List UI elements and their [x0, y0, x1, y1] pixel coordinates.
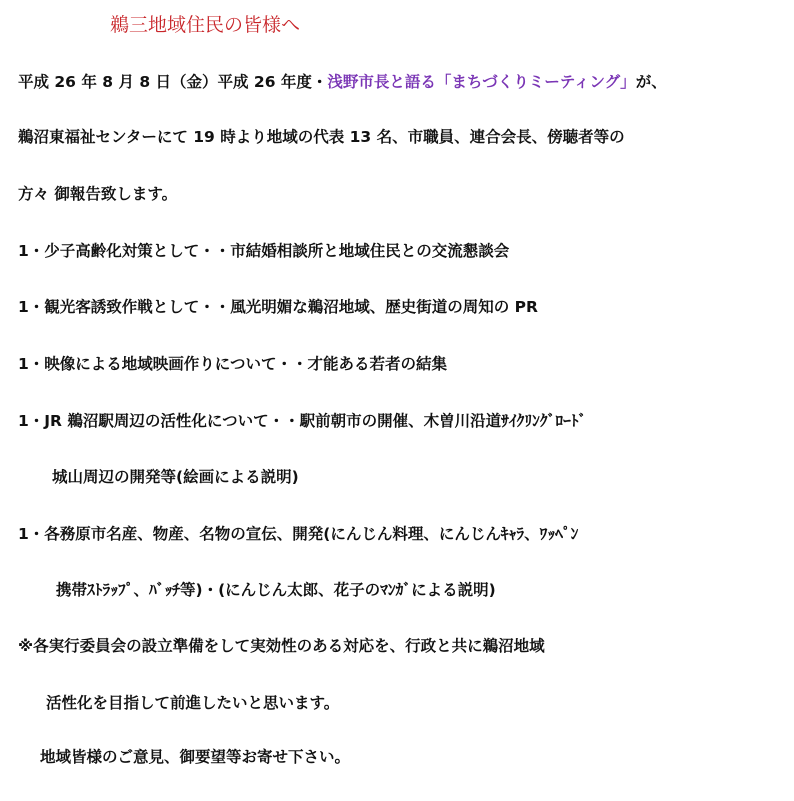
closing-request: 地域皆様のご意見、御要望等お寄せ下さい。: [40, 748, 351, 766]
list-item: 1・少子高齢化対策として・・市結婚相談所と地域住民との交流懇談会: [18, 242, 510, 260]
list-item-continuation: 携帯ｽﾄﾗｯﾌﾟ、ﾊﾞｯﾁ等)・(にんじん太郎、花子のﾏﾝｶﾞによる説明): [56, 581, 496, 599]
closing-note: ※各実行委員会の設立準備をして実効性のある対応を、行政と共に鵜沼地域: [18, 637, 545, 655]
intro-date: 平成 26 年 8 月 8 日（金）平成 26 年度・: [18, 73, 328, 91]
list-item: 1・観光客誘致作戦として・・風光明媚な鵜沼地域、歴史街道の周知の PR: [18, 298, 538, 316]
list-item: 1・映像による地域映画作りについて・・才能ある若者の結集: [18, 355, 447, 373]
intro-line-3: 方々 御報告致します。: [18, 185, 178, 203]
list-item-continuation: 城山周辺の開発等(絵画による説明): [52, 468, 299, 486]
closing-note-continuation: 活性化を目指して前進したいと思います。: [46, 694, 340, 712]
intro-suffix: が、: [635, 73, 667, 91]
list-item: 1・JR 鵜沼駅周辺の活性化について・・駅前朝市の開催、木曽川沿道ｻｲｸﾘﾝｸﾞﾛｰﾄﾞ: [18, 412, 587, 430]
meeting-name: 浅野市長と語る「まちづくりミーティング」: [327, 73, 636, 91]
intro-line-1: [18, 71, 667, 93]
intro-line-2: 鵜沼東福祉センターにて 19 時より地域の代表 13 名、市職員、連合会長、傍聴者等の: [18, 128, 625, 146]
page-title: 鵜三地域住民の皆様へ: [110, 14, 301, 36]
list-item: 1・各務原市名産、物産、名物の宣伝、開発(にんじん料理、にんじんｷｬﾗ、ﾜｯﾍﾟﾝ: [18, 525, 579, 543]
